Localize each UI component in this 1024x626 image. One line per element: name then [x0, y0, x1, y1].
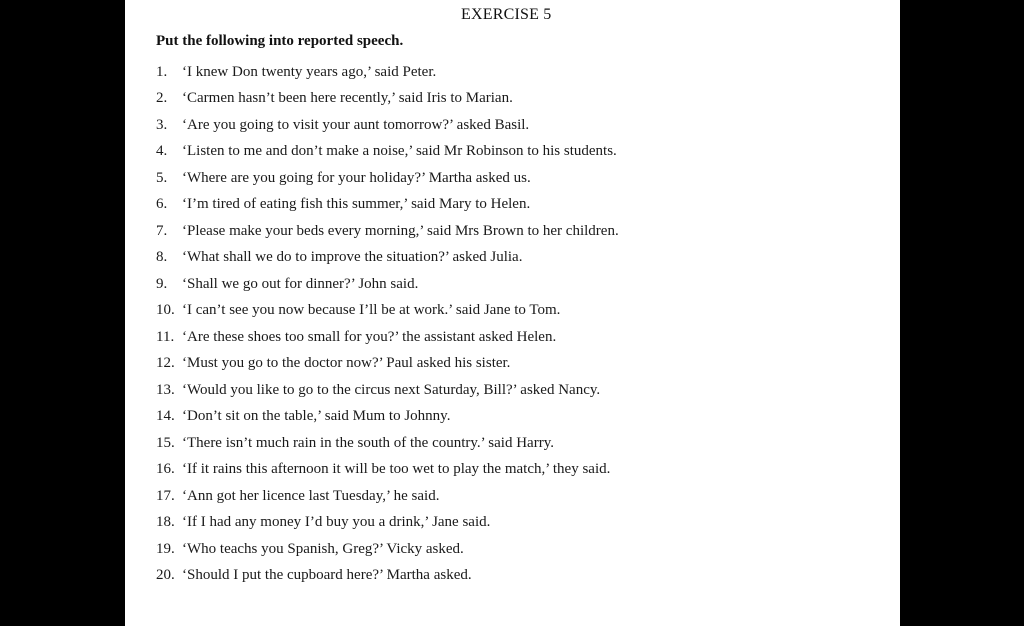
item-number: 14. [156, 408, 175, 425]
item-number: 17. [156, 487, 175, 504]
item-text: ‘Must you go to the doctor now?’ Paul asked his sister. [182, 355, 511, 372]
exercise-instruction: Put the following into reported speech. [156, 33, 404, 49]
item-number: 13. [156, 381, 175, 398]
item-text: ‘I’m tired of eating fish this summer,’ said Mary to Helen. [182, 196, 531, 213]
item-number: 5. [156, 169, 168, 186]
list-item [156, 112, 619, 139]
item-number: 9. [156, 275, 168, 292]
list-item [156, 324, 619, 351]
item-number: 1. [156, 63, 168, 80]
list-item [156, 271, 619, 298]
item-number: 18. [156, 514, 175, 531]
list-item [156, 377, 619, 404]
exercise-title: EXERCISE 5 [461, 6, 552, 23]
sentence-list [156, 59, 619, 589]
item-number: 2. [156, 90, 168, 107]
item-text: ‘Carmen hasn’t been here recently,’ said Iris to Marian. [182, 90, 513, 107]
item-text: ‘Shall we go out for dinner?’ John said. [182, 275, 419, 292]
list-item [156, 430, 619, 457]
list-item [156, 483, 619, 510]
item-text: ‘Ann got her licence last Tuesday,’ he said. [182, 487, 440, 504]
item-text: ‘I knew Don twenty years ago,’ said Peter. [182, 63, 437, 80]
item-text: ‘Don’t sit on the table,’ said Mum to Johnny. [182, 408, 451, 425]
item-text: ‘Should I put the cupboard here?’ Martha asked. [182, 567, 472, 584]
list-item [156, 59, 619, 86]
item-number: 12. [156, 355, 175, 372]
item-number: 8. [156, 249, 168, 266]
list-item [156, 298, 619, 325]
item-text: ‘Who teachs you Spanish, Greg?’ Vicky asked. [182, 540, 464, 557]
item-number: 11. [156, 328, 175, 345]
list-item [156, 192, 619, 219]
item-text: ‘Where are you going for your holiday?’ Martha asked us. [182, 169, 531, 186]
item-number: 16. [156, 461, 175, 478]
list-item [156, 245, 619, 272]
item-number: 7. [156, 222, 168, 239]
item-text: ‘Would you like to go to the circus next Saturday, Bill?’ asked Nancy. [182, 381, 601, 398]
list-item [156, 536, 619, 563]
item-text: ‘Please make your beds every morning,’ said Mrs Brown to her children. [182, 222, 619, 239]
item-text: ‘I can’t see you now because I’ll be at work.’ said Jane to Tom. [182, 302, 561, 319]
item-number: 10. [156, 302, 175, 319]
list-item [156, 86, 619, 113]
list-item [156, 510, 619, 537]
item-text: ‘What shall we do to improve the situation?’ asked Julia. [182, 249, 523, 266]
item-text: ‘There isn’t much rain in the south of the country.’ said Harry. [182, 434, 554, 451]
list-item [156, 457, 619, 484]
list-item [156, 563, 619, 590]
worksheet-page [125, 0, 900, 626]
item-text: ‘If I had any money I’d buy you a drink,’ Jane said. [182, 514, 491, 531]
item-number: 3. [156, 116, 168, 133]
list-item [156, 351, 619, 378]
list-item [156, 165, 619, 192]
item-number: 20. [156, 567, 175, 584]
item-text: ‘If it rains this afternoon it will be too wet to play the match,’ they said. [182, 461, 611, 478]
list-item [156, 139, 619, 166]
list-item [156, 404, 619, 431]
list-item [156, 218, 619, 245]
item-text: ‘Listen to me and don’t make a noise,’ said Mr Robinson to his students. [182, 143, 617, 160]
item-number: 19. [156, 540, 175, 557]
item-number: 15. [156, 434, 175, 451]
item-text: ‘Are you going to visit your aunt tomorrow?’ asked Basil. [182, 116, 530, 133]
item-number: 6. [156, 196, 168, 213]
item-text: ‘Are these shoes too small for you?’ the assistant asked Helen. [182, 328, 557, 345]
item-number: 4. [156, 143, 168, 160]
